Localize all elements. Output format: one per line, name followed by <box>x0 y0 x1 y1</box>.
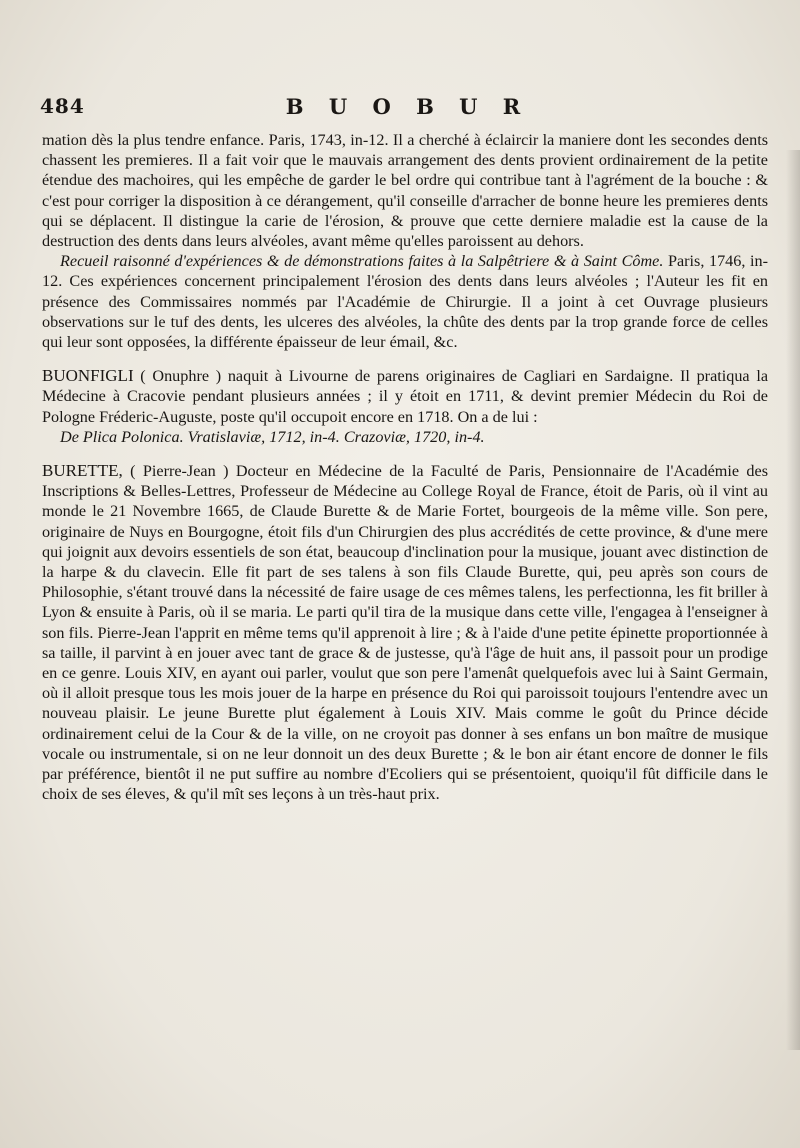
paragraph-recueil-text: Paris, 1746, in-12. Ces expériences concernent principalement l'érosion des dents dans leurs alvéoles ; l'Auteur les fit en présence des Commissaires nommés par l'Académie de Chirurgie. Il a joint à cet Ouvrage plusieurs observations sur le tuf des dents, les ulceres des alvéoles, la chûte des dents par la trop grande force de celles qui leur sont opposées, la différente épaisseur de leur émail, &c. <box>42 252 768 352</box>
entry-text-burette: ( Pierre-Jean ) Docteur en Médecine de la Faculté de Paris, Pensionnaire de l'Académie des Inscriptions & Belles-Lettres, Professeur de Médecine au College Royal de France, étoit de Paris, où il vint au monde le 21 Novembre 1665, de Claude Burette & de Marie Fortet, bourgeois de la même ville. Son pere, originaire de Nuys en Bourgogne, étoit fils d'un Chirurgien des plus accrédités de cette province, & d'une mere qui joignit aux devoirs essentiels de son état, beaucoup d'inclination pour la musique, jouant avec distinction de la harpe & du clavecin. Elle fit part de ses talens à son fils Claude Burette, qui, peu après son cours de Philosophie, s'étant trouvé dans la nécessité de faire usage de ces mêmes talens, les perfectionna, les fit briller à Lyon & ensuite à Paris, où il se maria. Le parti qu'il tira de la musique dans cette ville, l'engagea à l'enseigner à son fils. Pierre-Jean l'apprit en même tems qu'il apprenoit à lire ; & à l'aide d'une petite épinette proportionnée à sa taille, il parvint à en jouer avec tant de grace & de justesse, qu'à l'âge de huit ans, il passoit pour un prodige en ce genre. Louis XIV, en ayant oui parler, voulut que son pere l'amenât quelquefois avec lui à Saint Germain, où il alloit presque tous les mois jouer de la harpe en présence du Roi qui paroissoit toujours l'entendre avec un nouveau plaisir. Le jeune Burette plut également à Louis XIV. Mais comme le goût du Prince décide ordinairement celui de la Cour & de la ville, on ne croyoit pas donner à ses enfans un bon maître de musique vocale ou instrumentale, si on ne leur donnoit un des deux Burette ; & le bon air étant encore de donner le fils par préférence, bientôt il ne put suffire au nombre d'Ecoliers qui se présentoient, quoiqu'il fût difficile dans le choix de ses éleves, & qu'il mît ses leçons à un très-haut prix. <box>42 462 768 804</box>
work-title-recueil: Recueil raisonné d'expériences & de démonstrations faites à la Salpêtriere & à Saint Côme. <box>60 252 664 271</box>
entry-name-burette: BURETTE, <box>42 461 123 481</box>
work-title-plica: De Plica Polonica. Vratislaviæ, 1712, in-4. Crazoviæ, 1720, in-4. <box>60 427 485 446</box>
running-head: B U O B U R <box>285 94 530 119</box>
body-text <box>42 130 768 805</box>
entry-buonfigli <box>42 366 768 427</box>
entry-name-buonfigli: BUONFIGLI <box>42 366 134 386</box>
paragraph-recueil <box>42 251 768 352</box>
paragraph-continuation: mation dès la plus tendre enfance. Paris, 1743, in-12. Il a cherché à éclaircir la maniere dont les secondes dents chassent les premieres. Il a fait voir que le mauvais arrangement des dents provient ordinairement de la petite étendue des machoires, qui les empêche de garder le bel ordre qui contribue tant à l'agrément de la bouche : & c'est pour corriger la disposition à ce dérangement, qu'il conseille d'arracher de bonne heure les premieres dents qui se déplacent. Il distingue la carie de l'érosion, & prouve que cette derniere maladie est la cause de la destruction des dents dans leurs alvéoles, avant même qu'elles paroissent au dehors. <box>42 131 768 251</box>
entry-text-buonfigli: ( Onuphre ) naquit à Livourne de parens originaires de Cagliari en Sardaigne. Il pratiqua la Médecine à Cracovie pendant plusieurs années ; il y étoit en 1711, & devint premier Médecin du Roi de Pologne Fréderic-Auguste, poste qu'il occupoit encore en 1718. On a de lui : <box>42 367 768 426</box>
entry-burette <box>42 461 768 804</box>
page-number: 484 <box>40 94 85 118</box>
page-header <box>40 94 775 124</box>
page-edge-shadow <box>786 150 800 1050</box>
